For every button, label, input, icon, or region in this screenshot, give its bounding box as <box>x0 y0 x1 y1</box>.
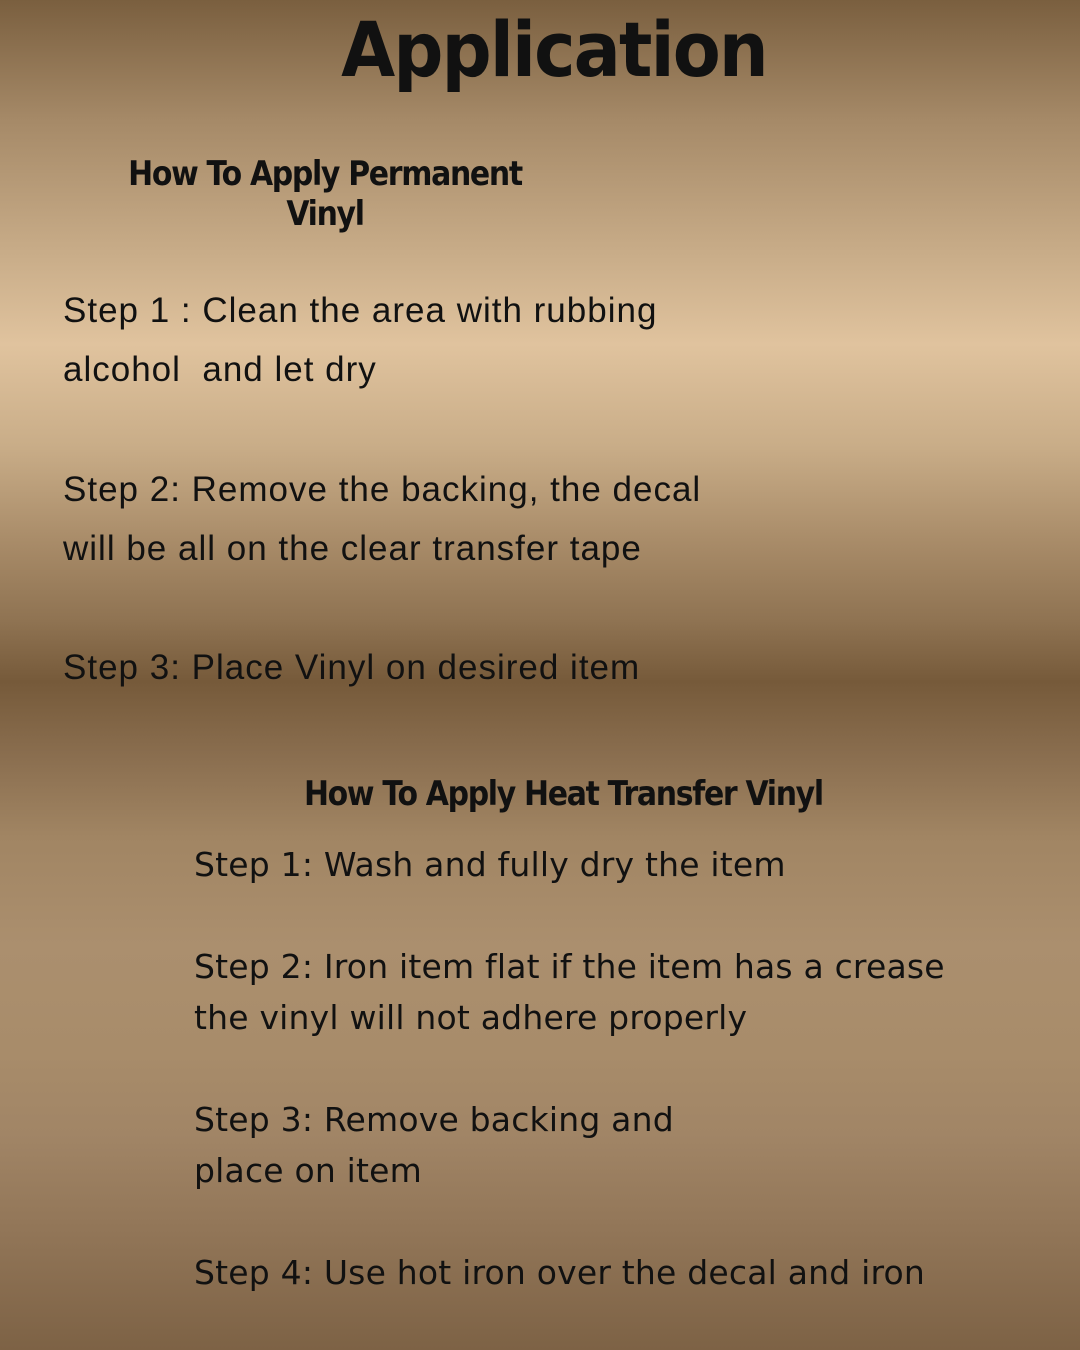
step-text-line: the vinyl will not adhere properly <box>194 998 748 1037</box>
heat-transfer-vinyl-heading <box>303 774 823 814</box>
step-text-line: Step 2: Remove the backing, the decal <box>63 470 702 509</box>
permanent-step-1 <box>63 281 823 399</box>
step-text-line: alcohol and let dry <box>63 350 377 389</box>
step-text-line: place on item <box>194 1151 423 1190</box>
heat-step-4 <box>194 1247 1014 1298</box>
step-text-line: Step 4: Use hot iron over the decal and iron <box>194 1253 925 1292</box>
permanent-vinyl-heading-line: Vinyl <box>286 194 364 234</box>
heat-transfer-vinyl-heading-line: How To Apply Heat Transfer Vinyl <box>303 774 823 814</box>
permanent-vinyl-heading <box>123 154 528 234</box>
heat-step-3 <box>194 1094 754 1196</box>
step-text-line: Step 3: Place Vinyl on desired item <box>63 648 641 687</box>
permanent-vinyl-heading-line: How To Apply Permanent <box>128 154 522 194</box>
step-text-line: Step 1: Wash and fully dry the item <box>194 845 786 884</box>
heat-step-2 <box>194 941 1014 1043</box>
permanent-step-3 <box>63 638 823 697</box>
step-text-line: Step 2: Iron item flat if the item has a crease <box>194 947 945 986</box>
step-text-line: Step 1 : Clean the area with rubbing <box>63 291 658 330</box>
page-title: Application <box>341 5 767 94</box>
step-text-line: Step 3: Remove backing and <box>194 1100 674 1139</box>
heat-step-1 <box>194 839 1014 890</box>
permanent-step-2 <box>63 460 823 578</box>
step-text-line: will be all on the clear transfer tape <box>63 529 642 568</box>
